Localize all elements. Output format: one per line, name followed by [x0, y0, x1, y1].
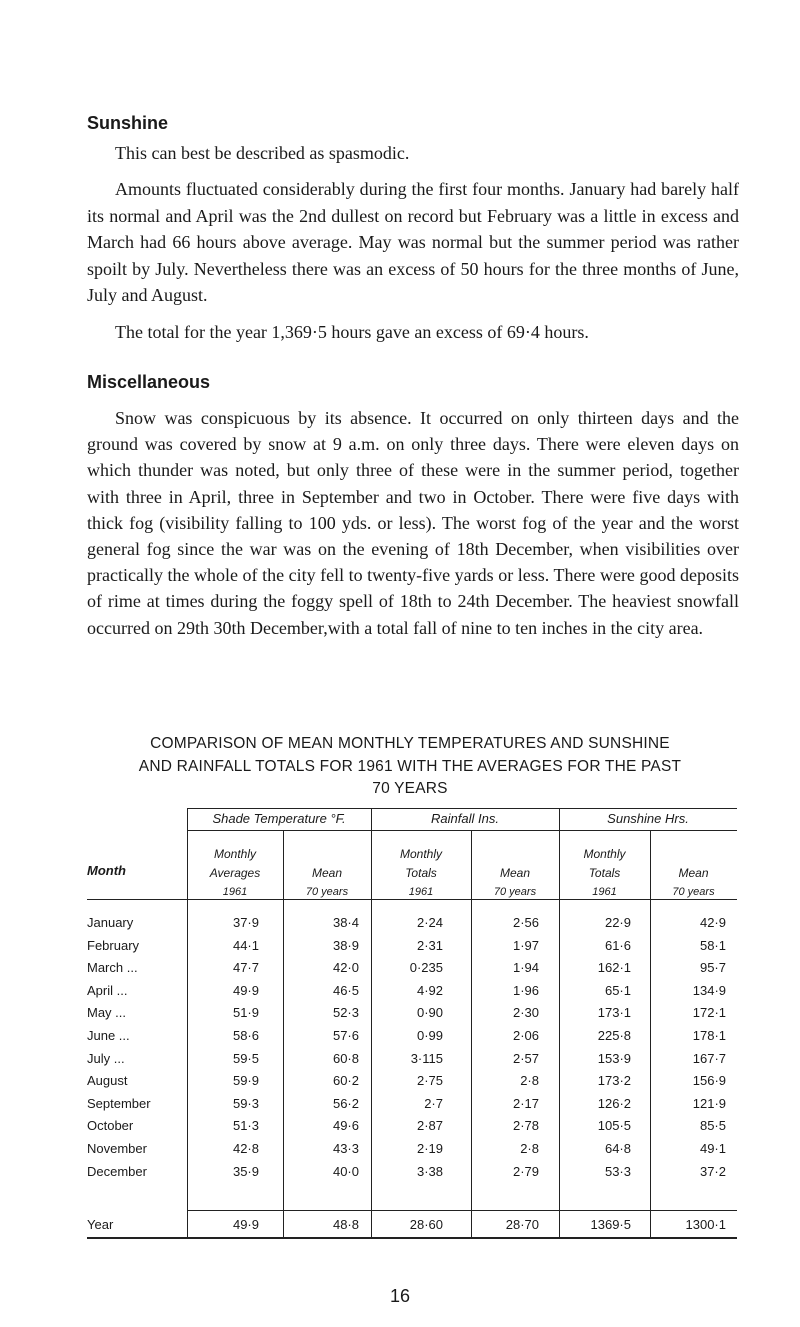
row-s61: 105·5 [597, 1118, 631, 1134]
row-r61: 2·75 [416, 1073, 443, 1089]
row-r70: 2·06 [512, 1028, 539, 1043]
total-s61: 1369·5 [590, 1217, 631, 1232]
row-r70: 2·30 [512, 1005, 539, 1021]
row-r70: 2·57 [512, 1050, 539, 1066]
group-header-sunshine: Sunshine Hrs. [607, 811, 689, 826]
group-header-temperature: Shade Temperature °F. [212, 811, 346, 826]
month-column-header: Month [87, 863, 126, 878]
row-month: November [87, 1141, 147, 1156]
subheader-temp-1961: Monthly Averages 1961 [209, 847, 261, 898]
row-r61: 2·7 [424, 1095, 443, 1111]
comparison-heading-line-1: COMPARISON OF MEAN MONTHLY TEMPERATURES AND SUNSHINE [150, 735, 670, 752]
total-t70: 48·8 [332, 1217, 359, 1232]
table-row [87, 1164, 737, 1182]
miscellaneous-paragraph: Snow was conspicuous by its absence. It occurred on only thirteen days and the ground was covered by snow at 9 a.m. on only three days. There were eleven days on which thunder was noted, but only three of these were in the summer period, together with three in April, three in September and two in October. There were five days with thick fog (visibility falling to 100 yds. or less). The worst fog of the year and the worst general fog since the war was on the evening of 18th December, when visibilities over practically the whole of the city fell to twenty-five yards or less. There were good deposits of rime at times during the foggy spell of 18th to 24th December. The heaviest snowfall occurred on 29th 30th December,with a total fall of nine to ten inches in the city area. [87, 408, 739, 638]
row-r70: 2·78 [512, 1118, 539, 1134]
subheader-rain-70: Mean 70 years [493, 866, 537, 898]
row-month: July ... [87, 1050, 125, 1066]
row-t70: 42·0 [332, 960, 359, 976]
row-t61: 51·3 [232, 1118, 259, 1134]
row-r70: 1·96 [512, 982, 539, 998]
total-month: Year [87, 1217, 114, 1232]
table-rule-total [187, 1210, 737, 1211]
row-s61: 162·1 [597, 960, 631, 976]
table-rule-bottom [87, 1237, 737, 1239]
row-s70: 121·9 [692, 1095, 726, 1111]
subheader-sun-70: Mean 70 years [672, 866, 715, 898]
row-t61: 59·5 [232, 1050, 259, 1066]
row-month: January [87, 915, 134, 930]
row-r70: 2·17 [512, 1095, 539, 1111]
row-t61: 59·9 [232, 1073, 259, 1089]
row-r61: 2·19 [416, 1141, 443, 1156]
total-t61: 49·9 [232, 1217, 259, 1232]
row-r61: 0·235 [409, 960, 443, 976]
row-s61: 64·8 [604, 1141, 631, 1156]
row-t61: 47·7 [232, 960, 259, 976]
row-r61: 0·90 [416, 1005, 443, 1021]
row-t61: 35·9 [232, 1163, 259, 1179]
row-t61: 58·6 [232, 1028, 259, 1043]
row-t61: 49·9 [232, 982, 259, 998]
row-month: February [87, 937, 140, 953]
row-month: March ... [87, 960, 138, 976]
comparison-heading-line-3: 70 YEARS [372, 780, 448, 797]
row-s70: 172·1 [692, 1005, 726, 1021]
row-s70: 85·5 [699, 1118, 726, 1134]
table-row [87, 938, 737, 956]
row-r61: 3·38 [416, 1163, 443, 1179]
row-t70: 60·8 [332, 1050, 359, 1066]
row-t61: 44·1 [232, 937, 259, 953]
row-s70: 42·9 [699, 915, 726, 930]
row-t61: 59·3 [232, 1095, 259, 1111]
comparison-heading [60, 733, 760, 801]
row-r61: 2·24 [416, 915, 443, 930]
row-s61: 173·2 [597, 1073, 631, 1089]
row-r61: 3·115 [410, 1050, 443, 1066]
row-t61: 37·9 [232, 915, 259, 930]
row-s61: 173·1 [597, 1005, 631, 1021]
subheader-sun-1961: Monthly Totals 1961 [583, 847, 626, 898]
row-s70: 49·1 [699, 1141, 726, 1156]
row-r61: 2·31 [416, 937, 443, 953]
table-rule-top [187, 808, 737, 809]
table-row [87, 915, 737, 933]
table-row [87, 1051, 737, 1069]
row-t70: 46·5 [332, 982, 359, 998]
row-month: June ... [87, 1028, 130, 1043]
comparison-table [87, 808, 737, 1263]
row-t61: 51·9 [232, 1005, 259, 1021]
sunshine-paragraph-1: This can best be described as spasmodic. [115, 143, 410, 163]
row-s61: 53·3 [604, 1163, 631, 1179]
row-r70: 1·97 [512, 937, 539, 953]
row-month: April ... [87, 982, 128, 998]
subheader-temp-70: Mean 70 years [305, 866, 349, 898]
row-month: December [87, 1163, 147, 1179]
row-month: August [87, 1073, 128, 1089]
row-s61: 225·8 [597, 1028, 631, 1043]
row-t70: 43·3 [332, 1141, 359, 1156]
table-rule-groups [187, 830, 737, 831]
row-r61: 0·99 [416, 1028, 443, 1043]
row-month: October [87, 1118, 134, 1134]
row-r61: 2·87 [416, 1118, 443, 1134]
row-s70: 58·1 [699, 937, 726, 953]
row-t70: 38·9 [332, 937, 359, 953]
table-row [87, 983, 737, 1001]
row-t70: 40·0 [332, 1163, 359, 1179]
row-s70: 134·9 [692, 982, 726, 998]
table-row [87, 1005, 737, 1023]
row-r70: 1·94 [512, 960, 539, 976]
row-t70: 52·3 [332, 1005, 359, 1021]
total-r70: 28·70 [505, 1217, 539, 1232]
sunshine-paragraph-2: Amounts fluctuated considerably during the first four months. January had barely half its normal and April was the 2nd dullest on record but February was a little in excess and March had 66 hours above average. May was normal but the summer period was rather spoilt by July. Nevertheless there was an excess of 50 hours for the three months of June, July and August. [87, 179, 739, 306]
row-t70: 49·6 [332, 1118, 359, 1134]
row-s70: 178·1 [692, 1028, 726, 1043]
row-s61: 153·9 [597, 1050, 631, 1066]
row-s70: 167·7 [692, 1050, 726, 1066]
table-total-row [87, 1217, 737, 1235]
sunshine-heading: Sunshine [87, 113, 169, 133]
row-r70: 2·79 [512, 1163, 539, 1179]
row-month: September [87, 1095, 151, 1111]
row-t70: 57·6 [332, 1028, 359, 1043]
table-row [87, 1028, 737, 1046]
row-s61: 126·2 [597, 1095, 631, 1111]
row-s70: 37·2 [699, 1163, 726, 1179]
row-r70: 2·8 [520, 1073, 539, 1089]
miscellaneous-heading: Miscellaneous [87, 372, 211, 392]
group-header-rainfall: Rainfall Ins. [431, 811, 499, 826]
table-row [87, 1073, 737, 1091]
row-s70: 95·7 [699, 960, 726, 976]
total-r61: 28·60 [409, 1217, 443, 1232]
subheader-rain-1961: Monthly Totals 1961 [399, 847, 443, 898]
row-t61: 42·8 [232, 1141, 259, 1156]
sunshine-paragraph-3: The total for the year 1,369·5 hours gave an excess of 69·4 hours. [115, 322, 589, 342]
row-t70: 56·2 [332, 1095, 359, 1111]
row-r61: 4·92 [416, 982, 443, 998]
row-t70: 38·4 [332, 915, 359, 930]
total-s70: 1300·1 [685, 1217, 726, 1232]
row-s70: 156·9 [692, 1073, 726, 1089]
row-t70: 60·2 [332, 1073, 359, 1089]
row-s61: 22·9 [604, 915, 631, 930]
table-row [87, 1141, 737, 1159]
comparison-heading-line-2: AND RAINFALL TOTALS FOR 1961 WITH THE AVERAGES FOR THE PAST [138, 757, 682, 775]
table-row [87, 1096, 737, 1114]
table-row [87, 1118, 737, 1136]
row-month: May ... [87, 1005, 127, 1021]
row-s61: 61·6 [604, 937, 631, 953]
table-row [87, 960, 737, 978]
row-r70: 2·8 [520, 1141, 539, 1156]
row-s61: 65·1 [604, 982, 631, 998]
page-number: 16 [389, 1286, 411, 1306]
row-r70: 2·56 [512, 915, 539, 930]
